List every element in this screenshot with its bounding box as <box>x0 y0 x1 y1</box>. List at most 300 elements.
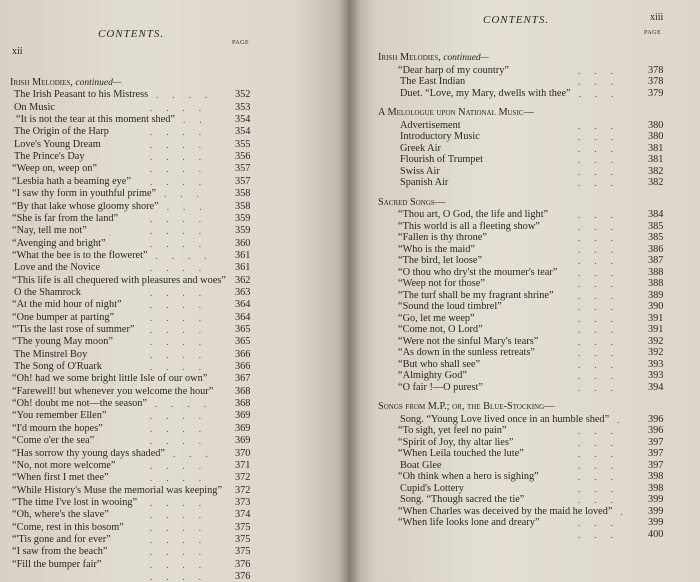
toc-entry-title: “O thou who dry'st the mourner's tear” <box>398 266 558 278</box>
toc-entry <box>400 483 678 495</box>
toc-entry-title: “Oh! doubt me not—the season” <box>12 398 147 410</box>
toc-leader-dots: ... <box>578 279 627 289</box>
toc-entry <box>12 435 265 447</box>
toc-leader-dots: .... <box>156 90 222 101</box>
toc-entry <box>398 221 678 233</box>
toc-leader-dots: .... <box>150 325 215 335</box>
section-heading <box>378 197 445 208</box>
toc-entry <box>400 494 678 506</box>
toc-leader-dots: ... <box>578 302 627 312</box>
toc-entry-title: “Lesbia hath a beaming eye” <box>12 175 131 187</box>
toc-leader-dots: .... <box>150 411 215 422</box>
toc-leader-dots: .... <box>150 423 215 434</box>
toc-entry-page: 392 <box>648 335 664 347</box>
toc-entry <box>16 114 265 126</box>
toc-entry-title: “I saw thy form in youthful prime” <box>12 188 157 200</box>
toc-entry <box>400 143 678 155</box>
toc-entry <box>400 120 678 132</box>
toc-entry <box>398 267 678 279</box>
toc-entry-page: 374 <box>235 509 251 521</box>
toc-entry-page: 387 <box>648 255 664 266</box>
toc-entry-title: Flourish of Trumpet <box>400 154 483 165</box>
section-heading-suffix: continued— <box>440 53 490 63</box>
toc-entry <box>12 398 265 410</box>
toc-entry-title: “Has sorrow thy young days shaded” <box>12 447 165 459</box>
toc-entry-page: 372 <box>235 484 251 496</box>
toc-entry-page: 399 <box>648 494 664 505</box>
toc-leader-dots: .... <box>150 510 215 521</box>
toc-leader-dots: .... <box>150 139 215 150</box>
toc-entry <box>400 529 678 541</box>
toc-entry-page: 366 <box>235 348 251 360</box>
toc-entry-title: “Nay, tell me not” <box>12 225 87 237</box>
toc-entry-title: Spanish Air <box>400 177 449 188</box>
toc-entry <box>12 324 265 336</box>
toc-entry <box>12 373 265 385</box>
toc-entry-page: 369 <box>235 410 251 422</box>
section-heading <box>378 401 554 412</box>
toc-leader-dots: ... <box>578 382 627 393</box>
toc-leader-dots: ... <box>578 359 627 370</box>
toc-entry-page: 363 <box>235 286 251 298</box>
toc-leader-dots: ... <box>173 448 222 459</box>
toc-leader-dots: ... <box>578 483 627 494</box>
toc-entry-title: “This world is all a fleeting show” <box>398 220 540 232</box>
toc-entry-page: 359 <box>235 225 251 237</box>
toc-entry-page: 352 <box>235 89 251 101</box>
toc-leader-dots: ... <box>578 132 627 142</box>
toc-leader-dots: .... <box>150 337 215 348</box>
toc-leader-dots: ... <box>578 120 627 131</box>
toc-leader-dots: .... <box>150 176 215 187</box>
toc-leader-dots: ... <box>578 529 627 540</box>
toc-entry-page: 394 <box>648 381 664 393</box>
toc-entry <box>12 312 265 324</box>
toc-entry-title: “Fallen is thy throne” <box>398 232 487 243</box>
toc-entry-title: “Spirit of Joy, thy altar lies” <box>398 436 514 448</box>
toc-entry-title: “I saw from the beach” <box>12 546 108 558</box>
toc-entry <box>14 361 265 373</box>
toc-entry-title: “By that lake whose gloomy shore” <box>12 200 159 212</box>
toc-entry-title: The Song of O'Ruark <box>14 361 102 373</box>
toc-entry <box>14 571 265 582</box>
toc-entry-page: 354 <box>235 114 251 126</box>
toc-entry-page: 357 <box>235 163 251 175</box>
toc-entry <box>14 89 265 101</box>
toc-entry-page: 375 <box>235 533 251 545</box>
toc-entry-page: 360 <box>235 237 251 249</box>
toc-entry-page: 382 <box>648 177 664 188</box>
toc-entry <box>398 347 678 359</box>
toc-leader-dots: .... <box>155 250 221 261</box>
toc-leader-dots: .... <box>150 226 215 237</box>
toc-entry <box>14 287 265 299</box>
toc-entry-page: 393 <box>648 358 664 370</box>
running-head-right: CONTENTS. <box>483 14 550 26</box>
toc-entry <box>12 546 265 558</box>
toc-leader-dots: ... <box>164 189 213 200</box>
toc-entry-page: 388 <box>648 278 664 289</box>
toc-entry-page: 380 <box>648 119 664 131</box>
toc-entry-page: 397 <box>648 448 664 459</box>
toc-entry-title: “This life is all chequered with pleasures and woes” <box>12 274 226 286</box>
page-column-label-left: PAGE <box>232 40 250 46</box>
toc-leader-dots: .... <box>154 399 220 410</box>
toc-entry-page: 396 <box>648 413 664 425</box>
toc-entry-title: On Music <box>14 101 55 113</box>
toc-entry-title: “As down in the sunless retreats” <box>398 347 535 358</box>
toc-entry-page: 378 <box>648 64 664 76</box>
toc-entry-title: Cupid's Lottery <box>400 482 464 494</box>
toc-leader-dots: ... <box>578 267 627 278</box>
toc-entry-page: 379 <box>648 87 664 99</box>
toc-entry <box>398 209 678 221</box>
toc-entry-title: “Weep not for those” <box>398 278 485 289</box>
toc-leader-dots: ... <box>578 325 627 335</box>
toc-entry-page: 381 <box>648 142 664 154</box>
toc-entry <box>398 255 678 267</box>
toc-entry <box>12 163 265 175</box>
toc-leader-dots: . <box>620 506 637 517</box>
toc-entry <box>400 177 678 189</box>
toc-entry <box>14 102 265 114</box>
section-heading <box>378 52 489 63</box>
toc-entry-title: “At the mid hour of night” <box>12 299 122 311</box>
toc-entry <box>12 410 265 422</box>
toc-leader-dots: .... <box>150 287 215 298</box>
toc-leader-dots: ... <box>578 371 627 381</box>
toc-entry <box>12 534 265 546</box>
toc-entry <box>400 154 678 166</box>
toc-entry-page: 370 <box>235 447 251 459</box>
toc-entry <box>398 313 678 325</box>
toc-entry-page: 359 <box>235 212 251 224</box>
toc-entry-title: “Almighty God” <box>398 370 467 381</box>
toc-entry-page: 371 <box>235 459 251 471</box>
toc-entry-page: 373 <box>235 496 251 508</box>
toc-leader-dots: ... <box>578 460 627 471</box>
toc-entry-title: “To sigh, yet feel no pain” <box>398 425 507 436</box>
toc-leader-dots: ... <box>578 348 627 358</box>
toc-entry <box>398 244 678 256</box>
toc-entry <box>12 472 265 484</box>
toc-leader-dots: . <box>617 414 634 425</box>
toc-entry-page: 381 <box>648 154 664 165</box>
toc-entry-title: Love and the Novice <box>14 262 101 274</box>
toc-entry-page: 397 <box>648 436 664 448</box>
toc-entry <box>14 126 265 138</box>
toc-entry-title: “The young May moon” <box>12 336 113 348</box>
toc-entry-title: “When Leila touched the lute” <box>398 448 524 459</box>
toc-entry <box>398 324 678 336</box>
toc-entry <box>398 506 678 518</box>
toc-entry-title: “Sound the loud timbrel” <box>398 301 502 312</box>
toc-entry <box>398 336 678 348</box>
toc-entry-title: “Avenging and bright” <box>12 237 106 249</box>
toc-entry-page: 386 <box>648 243 664 255</box>
toc-entry-title: O the Shamrock <box>14 286 81 298</box>
toc-leader-dots: .... <box>150 312 215 323</box>
toc-entry <box>398 471 678 483</box>
toc-leader-dots: .... <box>150 436 215 447</box>
toc-entry-page: 369 <box>235 422 251 434</box>
toc-entry-page: 380 <box>648 131 664 142</box>
toc-entry-title: “Were not the sinful Mary's tears” <box>398 335 539 347</box>
toc-leader-dots: ... <box>578 210 627 220</box>
toc-leader-dots: ... <box>578 233 627 243</box>
toc-entry-title: The Irish Peasant to his Mistress <box>14 89 149 101</box>
toc-leader-dots: ... <box>578 178 627 188</box>
toc-entry <box>12 522 265 534</box>
toc-entry-page: 397 <box>648 459 664 471</box>
toc-leader-dots: ... <box>578 290 627 301</box>
toc-entry-page: 376 <box>235 558 251 570</box>
section-heading-main: Songs from M.P.; or, the Blue-Stocking— <box>378 401 555 412</box>
toc-entry <box>398 382 678 394</box>
toc-leader-dots: ... <box>578 256 627 266</box>
toc-entry <box>398 301 678 313</box>
toc-entry-page: 362 <box>235 274 251 286</box>
toc-entry <box>12 213 265 225</box>
toc-entry-title: “Farewell! but whenever you welcome the hour” <box>12 385 214 397</box>
toc-entry <box>14 349 265 361</box>
toc-leader-dots: ... <box>578 77 627 87</box>
toc-entry-title: “Dear harp of my country” <box>398 64 509 76</box>
toc-entry-page: 365 <box>235 324 251 335</box>
toc-leader-dots: .... <box>150 213 215 224</box>
page-column-label-right: PAGE <box>644 30 662 36</box>
toc-entry <box>398 517 678 529</box>
toc-entry-title: “'Tis gone and for ever” <box>12 533 111 545</box>
section-heading-main: Irish Melodies, <box>378 52 441 63</box>
toc-entry <box>12 188 265 200</box>
section-heading-suffix: continued— <box>75 78 122 88</box>
toc-entry-title: Introductory Music <box>400 131 480 142</box>
toc-entry-page: 358 <box>235 188 251 200</box>
toc-entry-title: “Oh, where's the slave” <box>12 509 109 521</box>
toc-leader-dots: .... <box>150 473 215 484</box>
toc-entry-title: The Origin of the Harp <box>14 126 109 138</box>
toc-entry-title: Boat Glee <box>400 459 442 471</box>
toc-entry-page: 367 <box>235 373 251 385</box>
toc-entry <box>14 262 265 274</box>
toc-entry-page: 391 <box>648 312 664 324</box>
toc-entry-page: 366 <box>235 361 251 373</box>
toc-entry <box>12 559 265 571</box>
toc-entry-page: 364 <box>235 299 251 311</box>
toc-entry-title: “But who shall see” <box>398 358 481 370</box>
toc-entry <box>400 166 678 178</box>
toc-entry-title: “Oh! had we some bright little Isle of our own” <box>12 373 208 385</box>
toc-entry-title: “Thou art, O God, the life and light” <box>398 209 549 220</box>
toc-entry <box>398 232 678 244</box>
toc-leader-dots: ... <box>166 201 216 212</box>
toc-entry-title: “'Tis the last rose of summer” <box>12 324 135 335</box>
toc-entry-title: “Oh think when a hero is sighing” <box>398 471 539 482</box>
toc-leader-dots: ... <box>578 166 627 177</box>
toc-entry-page: 357 <box>235 175 251 187</box>
toc-leader-dots: ... <box>578 155 627 165</box>
toc-entry-title: “Who is the maid” <box>398 243 475 255</box>
toc-entry <box>398 437 678 449</box>
toc-entry <box>398 359 678 371</box>
toc-entry-page: 375 <box>235 521 251 533</box>
toc-entry-title: Song. “Though sacred the tie” <box>400 494 525 505</box>
section-heading-main: Irish Melodies, <box>10 77 73 88</box>
toc-entry-page: 369 <box>235 435 251 447</box>
toc-leader-dots: ... <box>578 449 627 459</box>
toc-entry-title: “Go, let me weep” <box>398 312 475 324</box>
toc-leader-dots: ... <box>578 65 627 76</box>
toc-leader-dots: ... <box>578 143 627 154</box>
toc-entry <box>12 225 265 237</box>
toc-leader-dots: .... <box>150 497 215 508</box>
toc-entry <box>398 370 678 382</box>
toc-entry <box>398 278 678 290</box>
toc-entry-page: 399 <box>648 517 664 528</box>
toc-entry <box>12 275 265 287</box>
toc-leader-dots: .... <box>150 152 215 163</box>
toc-leader-dots: .... <box>150 349 215 360</box>
toc-entry-title: “No, not more welcome” <box>12 459 116 471</box>
toc-leader-dots: .... <box>150 362 215 373</box>
toc-entry <box>400 88 678 100</box>
toc-leader-dots: .... <box>150 522 215 533</box>
toc-entry-page: 396 <box>648 425 664 436</box>
toc-leader-dots: .... <box>150 300 215 311</box>
toc-entry-page: 389 <box>648 289 664 301</box>
page-number-right: xiii <box>650 12 664 23</box>
toc-entry <box>12 250 265 262</box>
toc-entry <box>398 290 678 302</box>
toc-leader-dots: .... <box>150 238 215 249</box>
left-page <box>0 0 348 582</box>
section-heading-main: Sacred Songs— <box>378 196 446 208</box>
toc-entry-page: 400 <box>648 528 664 540</box>
toc-entry <box>12 509 265 521</box>
toc-entry-title: Swiss Air <box>400 165 440 177</box>
toc-leader-dots: .... <box>150 559 215 570</box>
toc-entry-title: The East Indian <box>400 76 466 87</box>
toc-leader-dots: ... <box>578 495 627 505</box>
toc-entry-title: “You remember Ellen” <box>12 410 107 422</box>
toc-leader-dots: .. <box>183 115 216 126</box>
toc-leader-dots: ... <box>578 88 628 99</box>
toc-entry <box>12 299 265 311</box>
toc-entry-page: 390 <box>648 301 664 312</box>
toc-entry-page: 353 <box>235 101 251 113</box>
toc-entry-page: 392 <box>648 347 664 358</box>
toc-entry-title: “When first I met thee” <box>12 472 109 484</box>
toc-entry-title: “The time I've lost in wooing” <box>12 496 138 508</box>
toc-leader-dots: ... <box>578 437 627 448</box>
toc-leader-dots: .... <box>150 263 215 274</box>
toc-entry <box>400 460 678 472</box>
toc-entry-page: 358 <box>235 200 251 212</box>
toc-entry-page: 399 <box>648 505 664 517</box>
toc-entry-page: 361 <box>235 262 251 274</box>
toc-entry-title: “The turf shall be my fragrant shrine” <box>398 289 554 301</box>
toc-entry-title: Advertisement <box>400 119 461 131</box>
toc-entry-page: 364 <box>235 311 251 323</box>
section-heading <box>378 107 534 118</box>
toc-leader-dots: ... <box>578 426 627 436</box>
toc-entry-page: 382 <box>648 165 664 177</box>
toc-entry <box>14 151 265 163</box>
toc-entry <box>12 201 265 213</box>
book-gutter <box>338 0 360 582</box>
toc-leader-dots: ... <box>578 336 627 347</box>
toc-leader-dots: .... <box>150 460 215 471</box>
toc-entry-page: 391 <box>648 324 664 335</box>
toc-entry-page: 368 <box>235 385 251 397</box>
toc-entry <box>12 336 265 348</box>
toc-entry-page: 365 <box>235 336 251 348</box>
toc-leader-dots: ... <box>578 244 627 255</box>
toc-entry-page: 398 <box>648 471 664 482</box>
toc-entry <box>12 176 265 188</box>
running-head-left: CONTENTS. <box>98 28 165 40</box>
toc-leader-dots: .... <box>150 572 215 582</box>
toc-entry-title: “When life looks lone and dreary” <box>398 517 540 528</box>
toc-entry-title: “She is far from the land” <box>12 212 119 224</box>
toc-entry-page: 384 <box>648 209 664 220</box>
toc-entry-title: “The bird, let loose” <box>398 255 483 266</box>
page-number-left: xii <box>12 46 23 57</box>
toc-entry-page: 385 <box>648 220 664 232</box>
toc-entry <box>12 423 265 435</box>
toc-entry-page: 361 <box>235 249 251 261</box>
toc-entry-page: 393 <box>648 370 664 381</box>
toc-entry-page: 378 <box>648 76 664 87</box>
toc-entry <box>12 460 265 472</box>
toc-entry-title: “It is not the tear at this moment shed” <box>16 114 175 126</box>
toc-entry-title: “One bumper at parting” <box>12 311 115 323</box>
toc-entry-page: 376 <box>235 571 251 582</box>
toc-leader-dots: .... <box>150 534 215 545</box>
toc-leader-dots: .... <box>150 102 215 113</box>
toc-entry <box>12 386 265 398</box>
toc-entry-page: 385 <box>648 232 664 243</box>
toc-entry-title: “Come not, O Lord” <box>398 324 483 335</box>
toc-entry-title: Song. “Young Love lived once in an humble shed” <box>400 413 610 425</box>
toc-entry-title: The Minstrel Boy <box>14 348 88 360</box>
toc-entry-page: 368 <box>235 398 251 410</box>
toc-entry <box>14 139 265 151</box>
toc-entry <box>400 131 678 143</box>
toc-entry <box>12 497 265 509</box>
section-heading <box>10 77 121 88</box>
toc-entry <box>400 76 678 88</box>
toc-leader-dots: ... <box>578 472 627 482</box>
toc-entry-title: “Come, rest in this bosom” <box>12 521 124 533</box>
toc-entry-page: 355 <box>235 138 251 150</box>
toc-entry <box>398 65 678 77</box>
toc-leader-dots: .... <box>150 547 215 558</box>
toc-entry-title: Duet. “Love, my Mary, dwells with thee” <box>400 87 571 99</box>
toc-leader-dots: ... <box>578 221 627 232</box>
toc-entry-title: “Come o'er the sea” <box>12 435 95 447</box>
toc-entry-page: 388 <box>648 266 664 278</box>
toc-entry-title: “I'd mourn the hopes” <box>12 422 103 434</box>
toc-entry-page: 356 <box>235 151 251 163</box>
toc-entry <box>398 448 678 460</box>
toc-entry-title: “What the bee is to the floweret” <box>12 249 148 261</box>
section-heading-main: A Melologue upon National Music— <box>378 107 534 118</box>
toc-entry-page: 372 <box>235 472 251 484</box>
toc-entry <box>398 425 678 437</box>
toc-entry <box>12 485 265 497</box>
